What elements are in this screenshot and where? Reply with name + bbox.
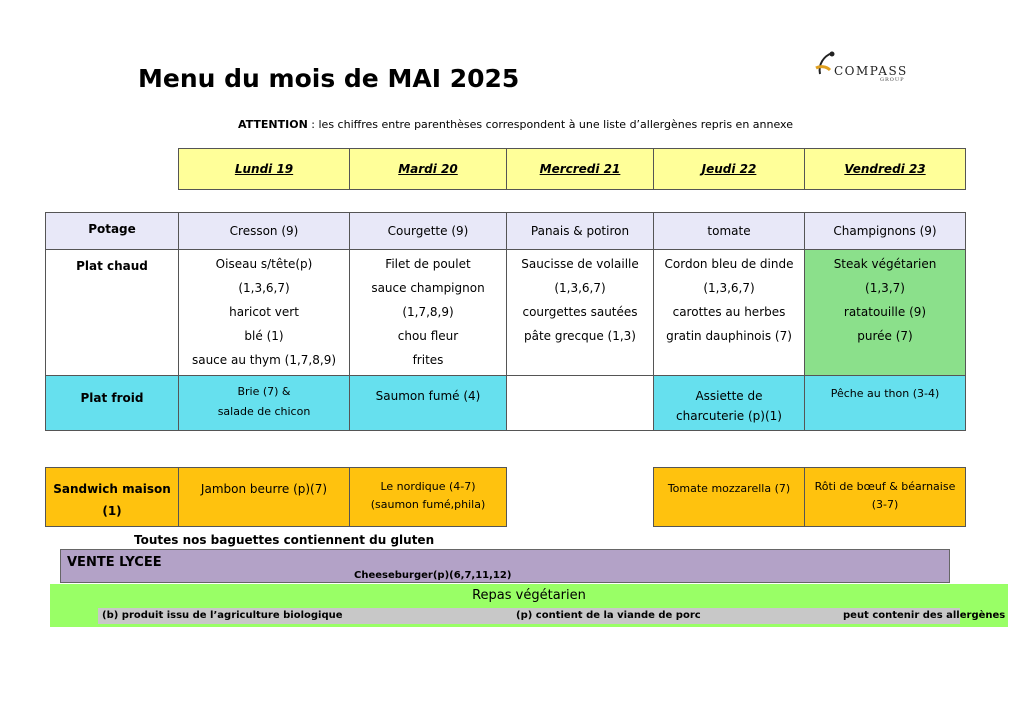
dish-line: Steak végétarien — [833, 257, 937, 271]
attention-text: : les chiffres entre parenthèses correspondent à une liste d’allergènes repris en annexe — [307, 118, 793, 131]
vente-lycee-box — [60, 549, 950, 583]
dish-text: Champignons (9) — [833, 224, 937, 238]
dish-line: Le nordique (4-7) — [380, 480, 476, 493]
logo-subtext: GROUP — [880, 77, 905, 83]
plat-froid-mercredi — [506, 375, 654, 431]
potage-vendredi — [804, 212, 966, 250]
legend-porc: (p) contient de la viande de porc — [516, 610, 701, 621]
day-header-mercredi — [506, 148, 654, 190]
dish-line: gratin dauphinois (7) — [666, 329, 792, 343]
sandwich-vendredi — [804, 467, 966, 527]
compass-logo — [810, 50, 940, 90]
day-header-lundi — [178, 148, 350, 190]
repas-vegetarien-box — [50, 584, 1008, 627]
allergen-line: (1,7,8,9) — [402, 305, 454, 319]
plat-chaud-lundi — [178, 249, 350, 376]
sandwich-mardi — [349, 467, 507, 527]
row-label-plat-chaud — [45, 249, 179, 376]
dish-line: purée (7) — [857, 329, 913, 343]
plat-chaud-jeudi — [653, 249, 805, 376]
sandwich-jeudi — [653, 467, 805, 527]
plat-chaud-mercredi — [506, 249, 654, 376]
dish-line: chou fleur — [397, 329, 459, 343]
dish-line: Cordon bleu de dinde — [664, 257, 794, 271]
day-header-vendredi — [804, 148, 966, 190]
dish-text: Panais & potiron — [530, 224, 630, 238]
dish-line: courgettes sautées — [522, 305, 638, 319]
row-label-text: Sandwich maison — [53, 482, 171, 496]
day-label: Lundi 19 — [234, 162, 294, 176]
dish-text: Courgette (9) — [387, 224, 469, 238]
dish-line: Filet de poulet — [385, 257, 471, 271]
dish-line: sauce champignon — [371, 281, 485, 295]
dish-line: salade de chicon — [217, 405, 311, 418]
row-label-plat-froid — [45, 375, 179, 431]
dish-line: charcuterie (p)(1) — [676, 409, 782, 423]
dish-line: (saumon fumé,phila) — [370, 498, 486, 511]
day-label: Jeudi 22 — [701, 162, 757, 176]
dish-line: sauce au thym (1,7,8,9) — [191, 353, 337, 367]
legend-allergenes: peut contenir des allergènes — [843, 610, 1006, 621]
legend-bio: (b) produit issu de l’agriculture biologique — [102, 610, 343, 621]
attention-note — [238, 118, 793, 131]
legend-bar — [98, 608, 1006, 624]
attention-label: ATTENTION — [238, 118, 308, 131]
row-label-text: Plat chaud — [76, 259, 148, 273]
dish-line: Rôti de bœuf & béarnaise — [814, 480, 956, 493]
vente-title: VENTE LYCEE — [67, 555, 162, 570]
veg-title: Repas végétarien — [472, 588, 586, 603]
day-label: Mercredi 21 — [539, 162, 621, 176]
dish-line: carottes au herbes — [672, 305, 786, 319]
dish-line: ratatouille (9) — [843, 305, 927, 319]
allergen-line: (1,3,6,7) — [554, 281, 606, 295]
page-title: Menu du mois de MAI 2025 — [138, 64, 520, 93]
potage-mercredi — [506, 212, 654, 250]
allergen-line: (1,3,6,7) — [238, 281, 290, 295]
row-label-text: (1) — [102, 504, 122, 518]
logo-text: COMPASS — [834, 64, 908, 78]
dish-line: Pêche au thon (3-4) — [830, 387, 940, 400]
day-label: Vendredi 23 — [844, 162, 926, 176]
plat-froid-lundi — [178, 375, 350, 431]
dish-line: Oiseau s/tête(p) — [215, 257, 313, 271]
dish-line: frites — [412, 353, 444, 367]
plat-froid-vendredi — [804, 375, 966, 431]
potage-lundi — [178, 212, 350, 250]
row-label-sandwich — [45, 467, 179, 527]
plat-chaud-mardi — [349, 249, 507, 376]
plat-chaud-vendredi — [804, 249, 966, 376]
dish-line: (3-7) — [871, 498, 899, 511]
dish-line: pâte grecque (1,3) — [523, 329, 636, 343]
dish-line: Tomate mozzarella (7) — [667, 482, 791, 495]
plat-froid-mardi — [349, 375, 507, 431]
row-label-potage — [45, 212, 179, 250]
potage-mardi — [349, 212, 507, 250]
dish-line: haricot vert — [229, 305, 299, 319]
dish-line: Brie (7) & — [237, 385, 291, 398]
gluten-note: Toutes nos baguettes contiennent du gluten — [134, 533, 435, 547]
day-header-jeudi — [653, 148, 805, 190]
dish-line: Saumon fumé (4) — [375, 389, 481, 403]
allergen-line: (1,3,7) — [865, 281, 905, 295]
sandwich-lundi — [178, 467, 350, 527]
potage-jeudi — [653, 212, 805, 250]
dish-line: Saucisse de volaille — [521, 257, 639, 271]
dish-text: tomate — [707, 224, 751, 238]
dish-text: Cresson (9) — [229, 224, 299, 238]
row-label-text: Potage — [88, 222, 136, 236]
dish-line: blé (1) — [244, 329, 284, 343]
vente-item: Cheeseburger(p)(6,7,11,12) — [354, 570, 512, 581]
row-label-text: Plat froid — [80, 391, 144, 405]
plat-froid-jeudi — [653, 375, 805, 431]
allergen-line: (1,3,6,7) — [703, 281, 755, 295]
dish-line: Jambon beurre (p)(7) — [200, 482, 328, 496]
dish-line: Assiette de — [695, 389, 763, 403]
day-header-mardi — [349, 148, 507, 190]
day-label: Mardi 20 — [398, 162, 458, 176]
